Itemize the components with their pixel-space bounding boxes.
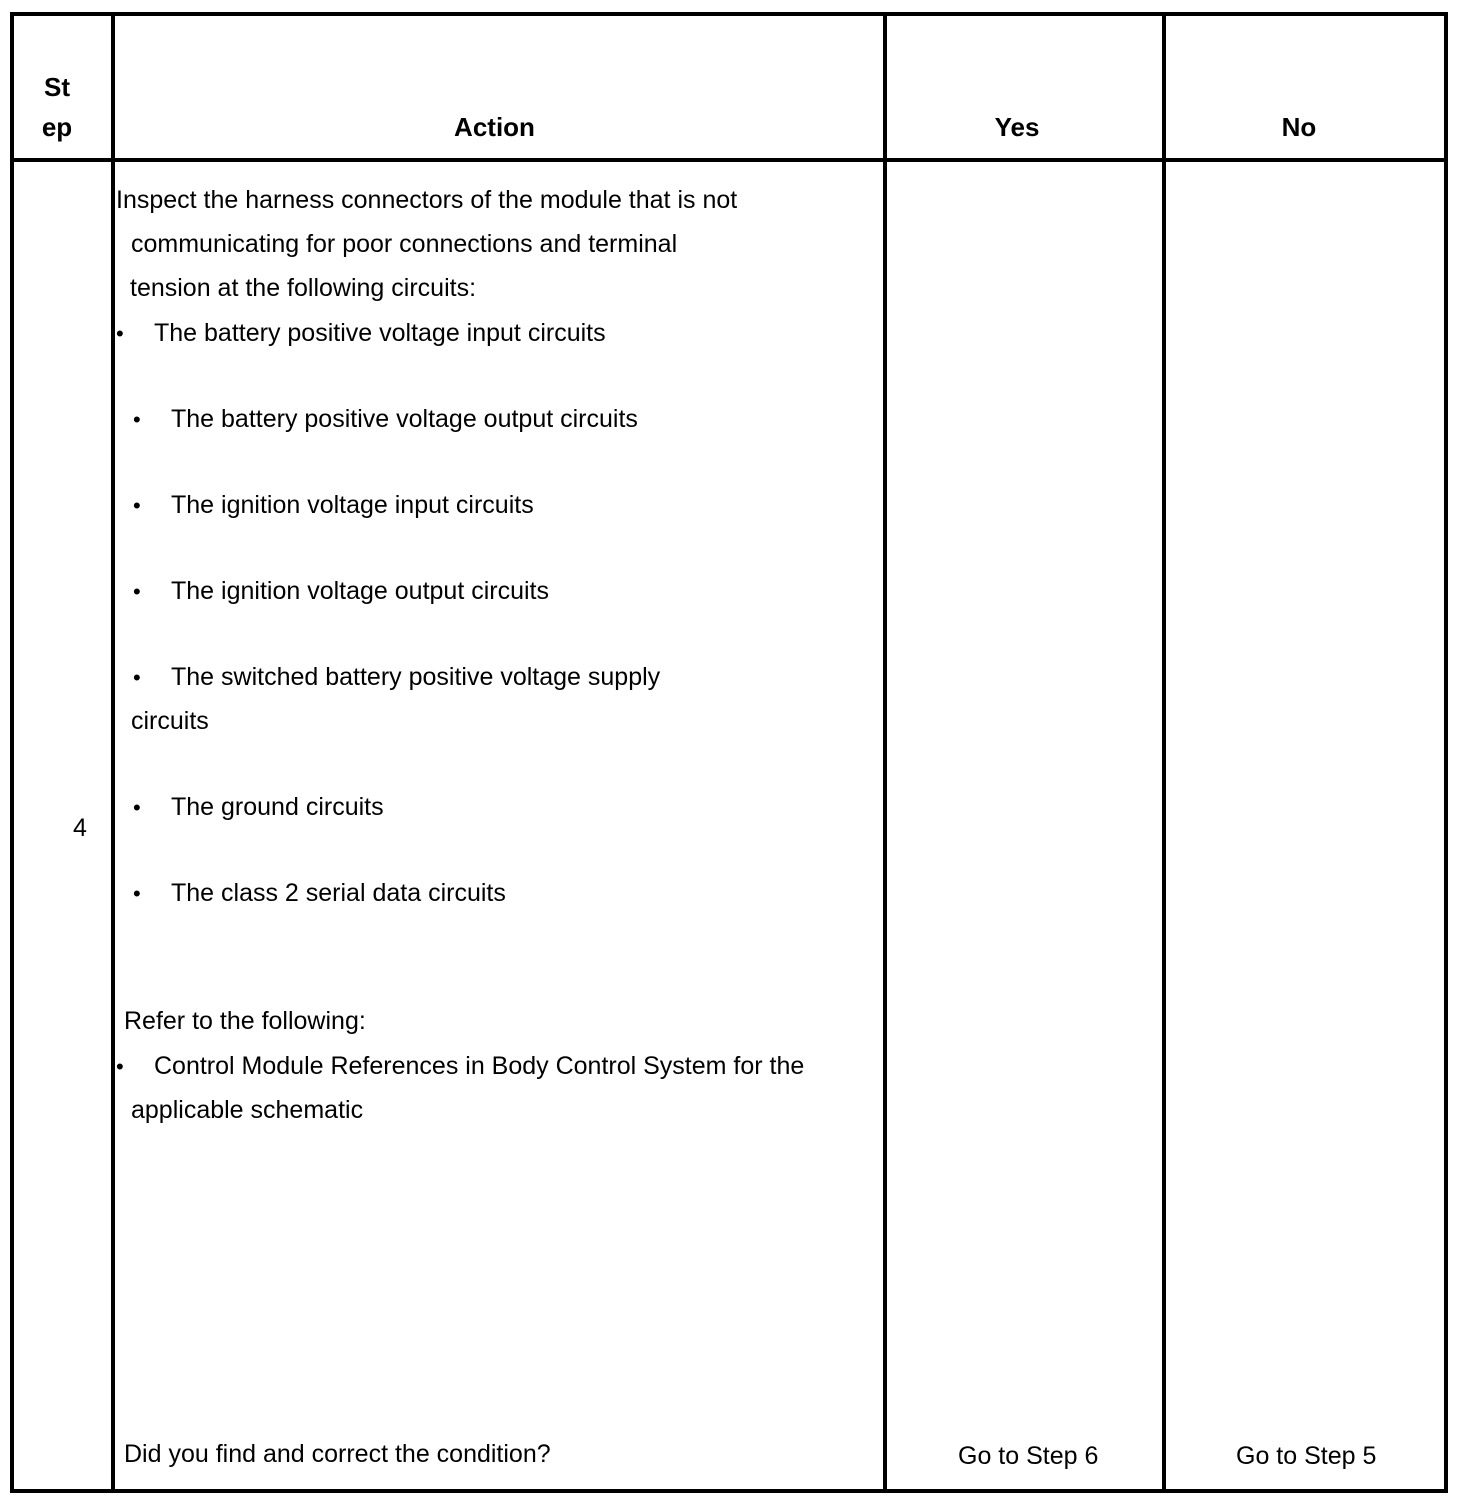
action-question: Did you find and correct the condition? [124, 1440, 551, 1468]
bullet-icon: • [133, 795, 141, 820]
refer-heading: Refer to the following: [124, 1007, 366, 1035]
step-number: 4 [73, 814, 87, 842]
action-yes-divider [883, 12, 887, 1493]
bullet-icon: • [133, 407, 141, 432]
circuit-item-continuation: circuits [131, 707, 209, 735]
table-right-border [1444, 12, 1448, 1493]
no-result: Go to Step 5 [1236, 1442, 1377, 1470]
circuit-item: The ignition voltage input circuits [171, 491, 534, 519]
header-no: No [1281, 112, 1317, 142]
reference-item-continuation: applicable schematic [131, 1096, 364, 1124]
step-action-divider [111, 12, 115, 1493]
action-intro-line: tension at the following circuits: [130, 274, 477, 302]
header-action: Action [454, 112, 535, 142]
action-intro-line: communicating for poor connections and terminal [131, 230, 678, 258]
bullet-icon: • [133, 493, 141, 518]
action-intro-line: Inspect the harness connectors of the module that is not [116, 186, 738, 214]
header-bottom-border [10, 158, 1448, 162]
yes-result: Go to Step 6 [958, 1442, 1099, 1470]
bullet-icon: • [133, 665, 141, 690]
yes-no-divider [1162, 12, 1166, 1493]
table-top-border [10, 12, 1448, 16]
table-bottom-border [10, 1489, 1448, 1493]
header-step-line2: ep [41, 112, 73, 142]
bullet-icon: • [133, 881, 141, 906]
bullet-icon: • [116, 1054, 124, 1079]
circuit-item: The battery positive voltage output circuits [171, 405, 638, 433]
circuit-item: The ground circuits [171, 793, 384, 821]
table-left-border [10, 12, 14, 1493]
bullet-icon: • [116, 321, 124, 346]
header-step-line1: St [44, 72, 70, 102]
reference-item: Control Module References in Body Control System for the [154, 1052, 805, 1080]
bullet-icon: • [133, 579, 141, 604]
circuit-item: The class 2 serial data circuits [171, 879, 506, 907]
header-yes: Yes [994, 112, 1040, 142]
circuit-item: The switched battery positive voltage supply [171, 663, 661, 691]
header-step [14, 67, 100, 147]
circuit-item: The ignition voltage output circuits [171, 577, 549, 605]
circuit-item: The battery positive voltage input circuits [154, 319, 606, 347]
